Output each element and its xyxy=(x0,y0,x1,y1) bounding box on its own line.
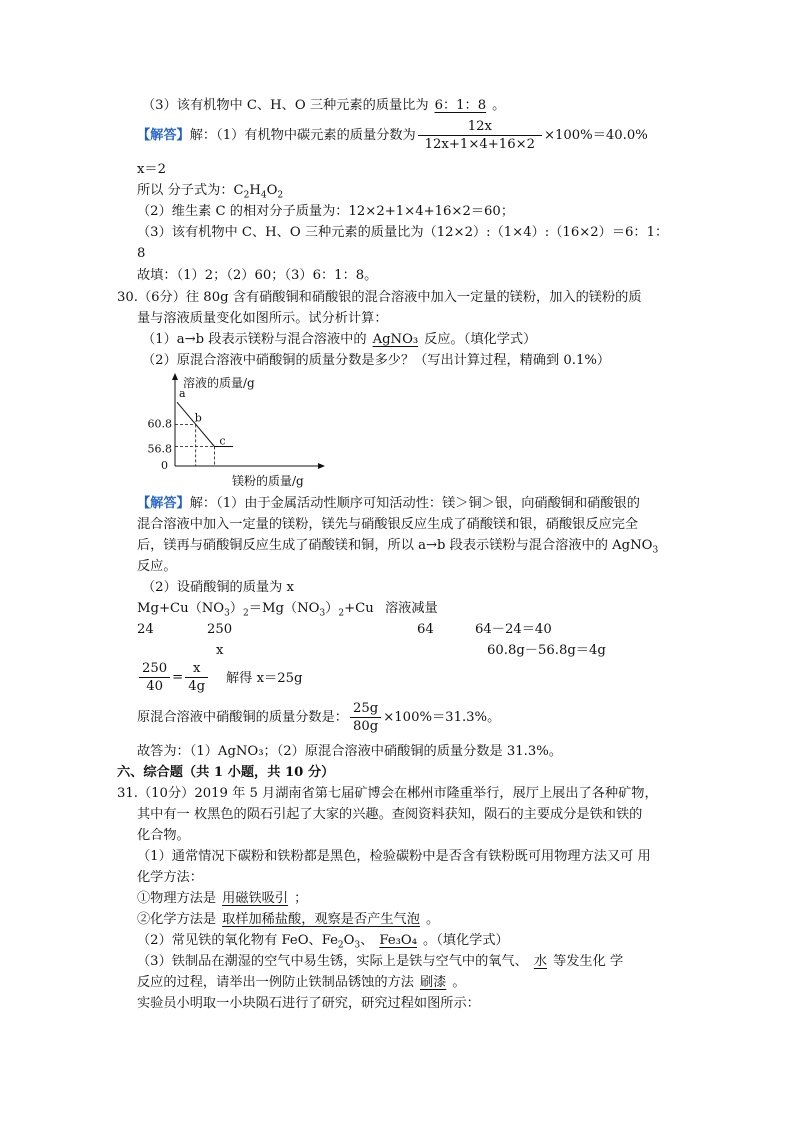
q31-part3a: （3）铁制品在潮湿的空气中易生锈，实际上是铁与空气中的氧气、 水 等发生化 学 xyxy=(137,954,624,969)
q31-part3-answer-paint: 刷漆 xyxy=(419,975,447,990)
q31-part1b: 化学方法： xyxy=(137,870,203,885)
q29-part3: （3）该有机物中 C、H、O 三种元素的质量比为 6：1：8 。 xyxy=(142,98,506,113)
x-axis-arrow xyxy=(318,463,325,469)
point-label-c: c xyxy=(219,434,226,448)
q31-last: 实验员小明取一小块陨石进行了研究，研究过程如图所示： xyxy=(137,996,480,1011)
q31-chemical-answer: 取样加稀盐酸，观察是否产生气泡 xyxy=(222,912,420,927)
y-tick-label: 56.8 xyxy=(147,442,172,456)
q31-part3-answer-water: 水 xyxy=(533,954,548,969)
q30-stem-2: 量与溶液质量变化如图所示。试分析计算： xyxy=(137,311,388,326)
q30-ratio: $\frac{250}{40}$ = $\frac{x}{4g}$ xyxy=(137,660,210,700)
q31-stem-1: 31.（10分）2019 年 5 月湖南省第七届矿博会在郴州市隆重举行，展厅上展出了各种矿物， xyxy=(117,786,658,801)
q30-solution-2: （2）设硝酸铜的质量为 x xyxy=(142,580,294,595)
q31-part2: （2）常见铁的氧化物有 FeO、$Fe_2O_3$、 Fe₃O₄ 。（填化学式） xyxy=(137,933,509,951)
answer-tag: 【解答】 xyxy=(137,128,190,143)
q31-part2-answer: Fe₃O₄ xyxy=(379,933,418,948)
q30-equation: $Mg+Cu(NO_3)_2=Mg(NO_3)_2+Cu$ xyxy=(137,601,374,619)
q29-part3-answer: 6：1：8 xyxy=(434,98,487,113)
series-segment xyxy=(196,424,215,446)
q30-unknown-diff: 60.8g－56.8g＝4g xyxy=(487,643,606,658)
q30-solution-1b: 混合溶液中加入一定量的镁粉，镁先与硝酸银反应生成了硝酸镁和银，硝酸银反应完全 xyxy=(137,517,639,532)
x-axis-label: 镁粉的质量/g xyxy=(232,474,304,488)
y-axis-label: 溶液的质量/g xyxy=(183,376,255,390)
q29-formula: 所以 分子式为：$C_2H_4O_2$ xyxy=(137,183,284,201)
answer-tag: 【解答】 xyxy=(137,496,190,511)
q30-mass-cu: 64 xyxy=(417,622,434,637)
q31-part3b: 反应的过程，请举出一例防止铁制品锈蚀的方法 刷漆 。 xyxy=(137,975,466,990)
point-label-b: b xyxy=(194,411,202,425)
q31-chemical: ②化学方法是 取样加稀盐酸，观察是否产生气泡 。 xyxy=(137,912,440,927)
y-tick-label: 60.8 xyxy=(147,417,172,431)
origin-label: 0 xyxy=(161,459,168,472)
q29-solution-3: （3）该有机物中 C、H、O 三种元素的质量比为（12×2）:（1×4）:（16×2）＝6：1： xyxy=(137,225,669,240)
q30-part2: （2）原混合溶液中硝酸铜的质量分数是多少？（写出计算过程，精确到 0.1%） xyxy=(142,353,611,368)
q31-stem-2: 其中有一 枚黑色的陨石引起了大家的兴趣。查阅资料获知，陨石的主要成分是铁和铁的 xyxy=(137,807,643,822)
q29-solution-3-end: 8 xyxy=(137,246,146,261)
q29-solution-1: 【解答】解：（1）有机物中碳元素的质量分数为 $\frac{12x}{12x+1\times 4+16\times 2}$ ×100%＝40.0% xyxy=(137,119,648,152)
q30-solve: 解得 x＝25g xyxy=(226,671,303,686)
point-label-a: a xyxy=(179,387,186,401)
carbon-fraction: $\frac{12x}{12x+1\times 4+16\times 2}$ xyxy=(418,118,542,153)
mass-chart xyxy=(147,368,330,490)
y-axis-arrow xyxy=(172,373,178,380)
q30-mass-cuno3: 250 xyxy=(207,622,233,637)
q31-part1a: （1）通常情况下碳粉和铁粉都是黑色，检验碳粉中是否含有铁粉既可用物理方法又可 用 xyxy=(137,849,651,864)
q30-mass-diff: 64－24＝40 xyxy=(475,622,552,637)
q30-eq-label: 溶液减量 xyxy=(385,601,438,616)
q31-stem-3: 化合物。 xyxy=(137,828,190,843)
q30-part1: （1）a→b 段表示镁粉与混合溶液中的 AgNO₃ 反应。（填化学式） xyxy=(142,332,537,347)
q29-solution-2: （2）维生素 C 的相对分子质量为：12×2+1×4+16×2＝60； xyxy=(137,204,515,219)
q30-stem-1: 30.（6分）往 80g 含有硝酸铜和硝酸银的混合溶液中加入一定量的镁粉，加入的镁粉的质 xyxy=(117,290,642,305)
q30-solution-1c: 后，镁再与硝酸铜反应生成了硝酸镁和铜，所以 a→b 段表示镁粉与混合溶液中的 AgNO$_3$ xyxy=(137,538,659,556)
q29-answer: 故填：（1）2；（2）60；（3）6：1：8。 xyxy=(137,268,378,283)
q30-final: 故答为：（1）AgNO₃；（2）原混合溶液中硝酸铜的质量分数是 31.3%。 xyxy=(137,744,562,759)
section-heading: 六、综合题（共 1 小题，共 10 分） xyxy=(117,765,335,780)
q30-solution-1d: 反应。 xyxy=(137,559,177,574)
q30-percent: 原混合溶液中硝酸铜的质量分数是： $\frac{25g}{80g}$ ×100%＝31.3%。 xyxy=(137,701,501,734)
q30-unknown-x: x xyxy=(216,643,224,658)
q31-physical-answer: 用磁铁吸引 xyxy=(222,891,289,906)
q29-x-value: x＝2 xyxy=(137,162,167,177)
series-segment xyxy=(177,402,196,424)
q30-part1-answer: AgNO₃ xyxy=(372,332,419,347)
q31-physical: ①物理方法是 用磁铁吸引 ； xyxy=(137,891,308,906)
q30-solution-1a: 【解答】解：（1）由于金属活动性顺序可知活动性：镁＞铜＞银，向硝酸铜和硝酸银的 xyxy=(137,496,640,511)
q30-mass-mg: 24 xyxy=(137,622,154,637)
